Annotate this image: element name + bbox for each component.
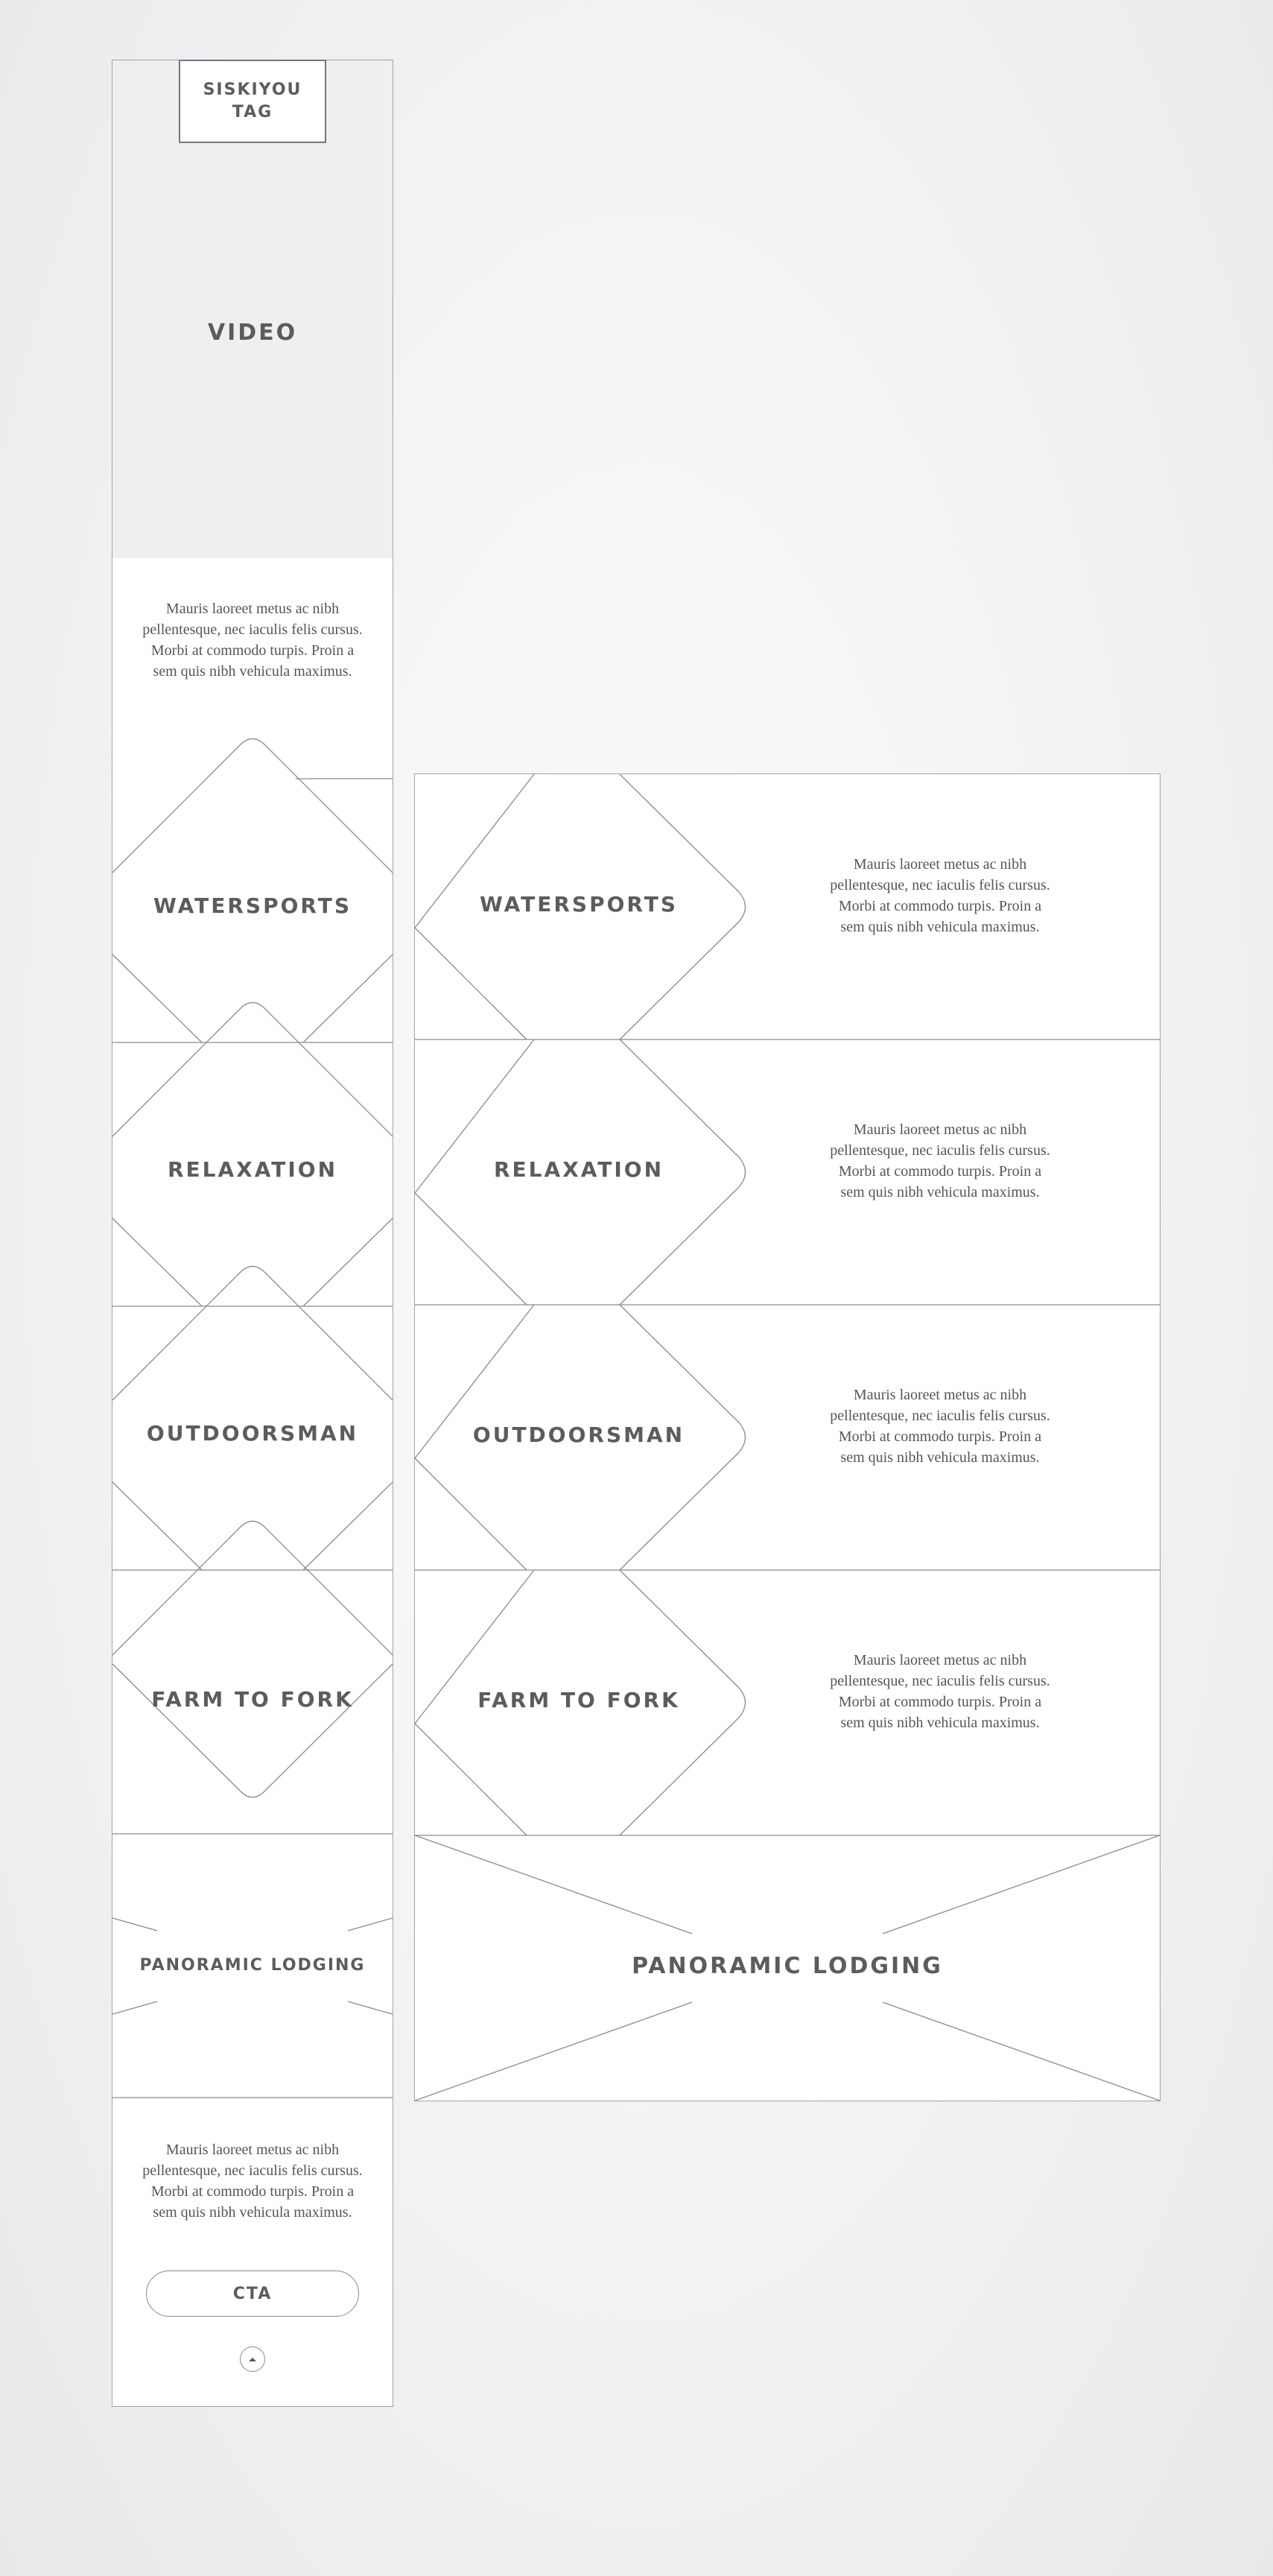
desktop-category-relaxation[interactable]: RELAXATION bbox=[493, 1157, 664, 1182]
mobile-category-outdoorsman[interactable]: OUTDOORSMAN bbox=[146, 1421, 359, 1446]
cta-button[interactable] bbox=[146, 2270, 359, 2317]
mobile-panoramic-lodging[interactable]: PANORAMIC LODGING bbox=[139, 1956, 366, 1975]
desktop-farm-to-fork-text: Mauris laoreet metus ac nibh pellentesque, nec iaculis felis cursus. Morbi at commodo turpis. Proin a sem quis nibh vehicula maximus. bbox=[830, 1652, 1050, 1731]
footer-text: Mauris laoreet metus ac nibh pellentesque, nec iaculis felis cursus. Morbi at commodo turpis. Proin a sem quis nibh vehicula maximus. bbox=[142, 2142, 363, 2221]
mobile-panoramic-wireframe bbox=[112, 60, 393, 2102]
desktop-panoramic-lodging[interactable]: PANORAMIC LODGING bbox=[632, 1953, 943, 1979]
desktop-category-outdoorsman[interactable]: OUTDOORSMAN bbox=[472, 1423, 685, 1447]
brand-tag-text: SISKIYOU TAG bbox=[203, 80, 302, 121]
chevron-up-icon bbox=[247, 2355, 258, 2363]
desktop-wireframe bbox=[414, 773, 1161, 2101]
desktop-outdoorsman-text: Mauris laoreet metus ac nibh pellentesque, nec iaculis felis cursus. Morbi at commodo turpis. Proin a sem quis nibh vehicula maximus. bbox=[830, 1387, 1050, 1466]
mobile-wireframe bbox=[112, 60, 393, 2407]
desktop-relaxation-text: Mauris laoreet metus ac nibh pellentesque, nec iaculis felis cursus. Morbi at commodo turpis. Proin a sem quis nibh vehicula maximus. bbox=[830, 1121, 1050, 1200]
cta-label: CTA bbox=[232, 2284, 273, 2303]
desktop-category-farm-to-fork[interactable]: FARM TO FORK bbox=[477, 1688, 680, 1712]
mobile-category-watersports[interactable]: WATERSPORTS bbox=[153, 893, 352, 918]
desktop-watersports-text: Mauris laoreet metus ac nibh pellentesque, nec iaculis felis cursus. Morbi at commodo turpis. Proin a sem quis nibh vehicula maximus. bbox=[830, 856, 1050, 935]
back-to-top-button[interactable] bbox=[240, 2346, 265, 2372]
video-label: VIDEO bbox=[207, 320, 298, 346]
desktop-category-watersports[interactable]: WATERSPORTS bbox=[480, 892, 678, 917]
mobile-category-farm-to-fork[interactable]: FARM TO FORK bbox=[151, 1687, 354, 1712]
intro-text: Mauris laoreet metus ac nibh pellentesque, nec iaculis felis cursus. Morbi at commodo turpis. Proin a sem quis nibh vehicula maximus. bbox=[142, 601, 363, 680]
mobile-category-relaxation[interactable]: RELAXATION bbox=[167, 1157, 338, 1182]
